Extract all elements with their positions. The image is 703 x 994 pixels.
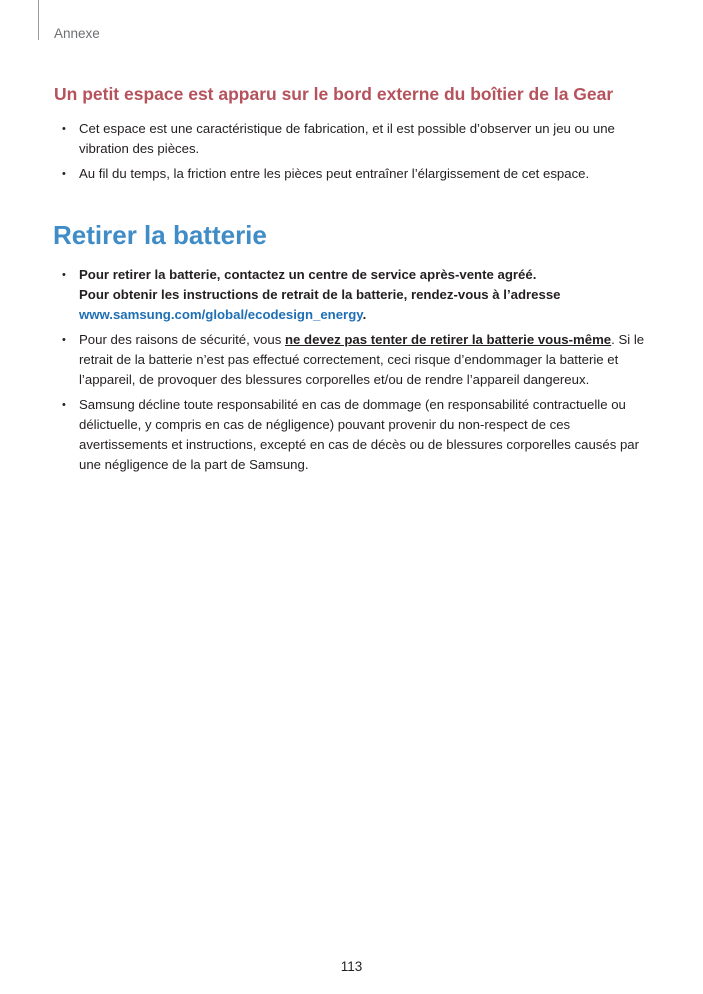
service-center-text: Pour retirer la batterie, contactez un centre de service après-vente agréé. [79,267,537,282]
liability-text: Samsung décline toute responsabilité en cas de dommage (en responsabilité contractuelle ou délictuelle, y compris en cas de négligence) pouvant provenir du non-respect de ces avertissements et instructions, excepté en cas de décès ou de blessures corporelles causés par une négligence de la part de Samsung. [79,397,640,472]
bullet-icon: • [62,168,66,180]
safety-text-start: Pour des raisons de sécurité, vous [79,332,285,347]
list-item [62,395,652,475]
safety-warning-emphasis: ne devez pas tenter de retirer la batterie vous-même [284,332,612,347]
bullet-icon: • [62,399,66,411]
page-number: 113 [340,959,363,974]
bullet-icon: • [62,334,66,346]
battery-section-heading: Retirer la batterie [53,220,267,250]
gap-bullet-text: Au fil du temps, la friction entre les pièces peut entraîner l’élargissement de cet espace. [79,166,590,181]
link-period: . [362,307,367,322]
gap-bullet-list [62,119,652,189]
gap-section-heading: Un petit espace est apparu sur le bord externe du boîtier de la Gear [54,84,614,104]
bullet-icon: • [62,269,66,281]
list-item [62,330,652,390]
gap-bullet-text: Cet espace est une caractéristique de fabrication, et il est possible d’observer un jeu ou une vibration des pièces. [79,121,615,156]
section-label: Annexe [54,26,100,41]
header-divider [38,0,39,40]
bullet-icon: • [62,123,66,135]
list-item [62,119,652,159]
battery-bullet-list [62,265,652,480]
safety-text-end: . Si le retrait de la batterie n’est pas effectué correctement, ceci risque d’endommager la batterie et l’appareil, de provoquer des blessures corporelles et/ou de rendre l’appareil dangereux. [79,332,645,387]
list-item [62,265,652,325]
list-item [62,164,652,184]
ecodesign-link[interactable]: www.samsung.com/global/ecodesign_energy [79,307,363,322]
instructions-text: Pour obtenir les instructions de retrait de la batterie, rendez-vous à l’adresse [79,287,561,302]
